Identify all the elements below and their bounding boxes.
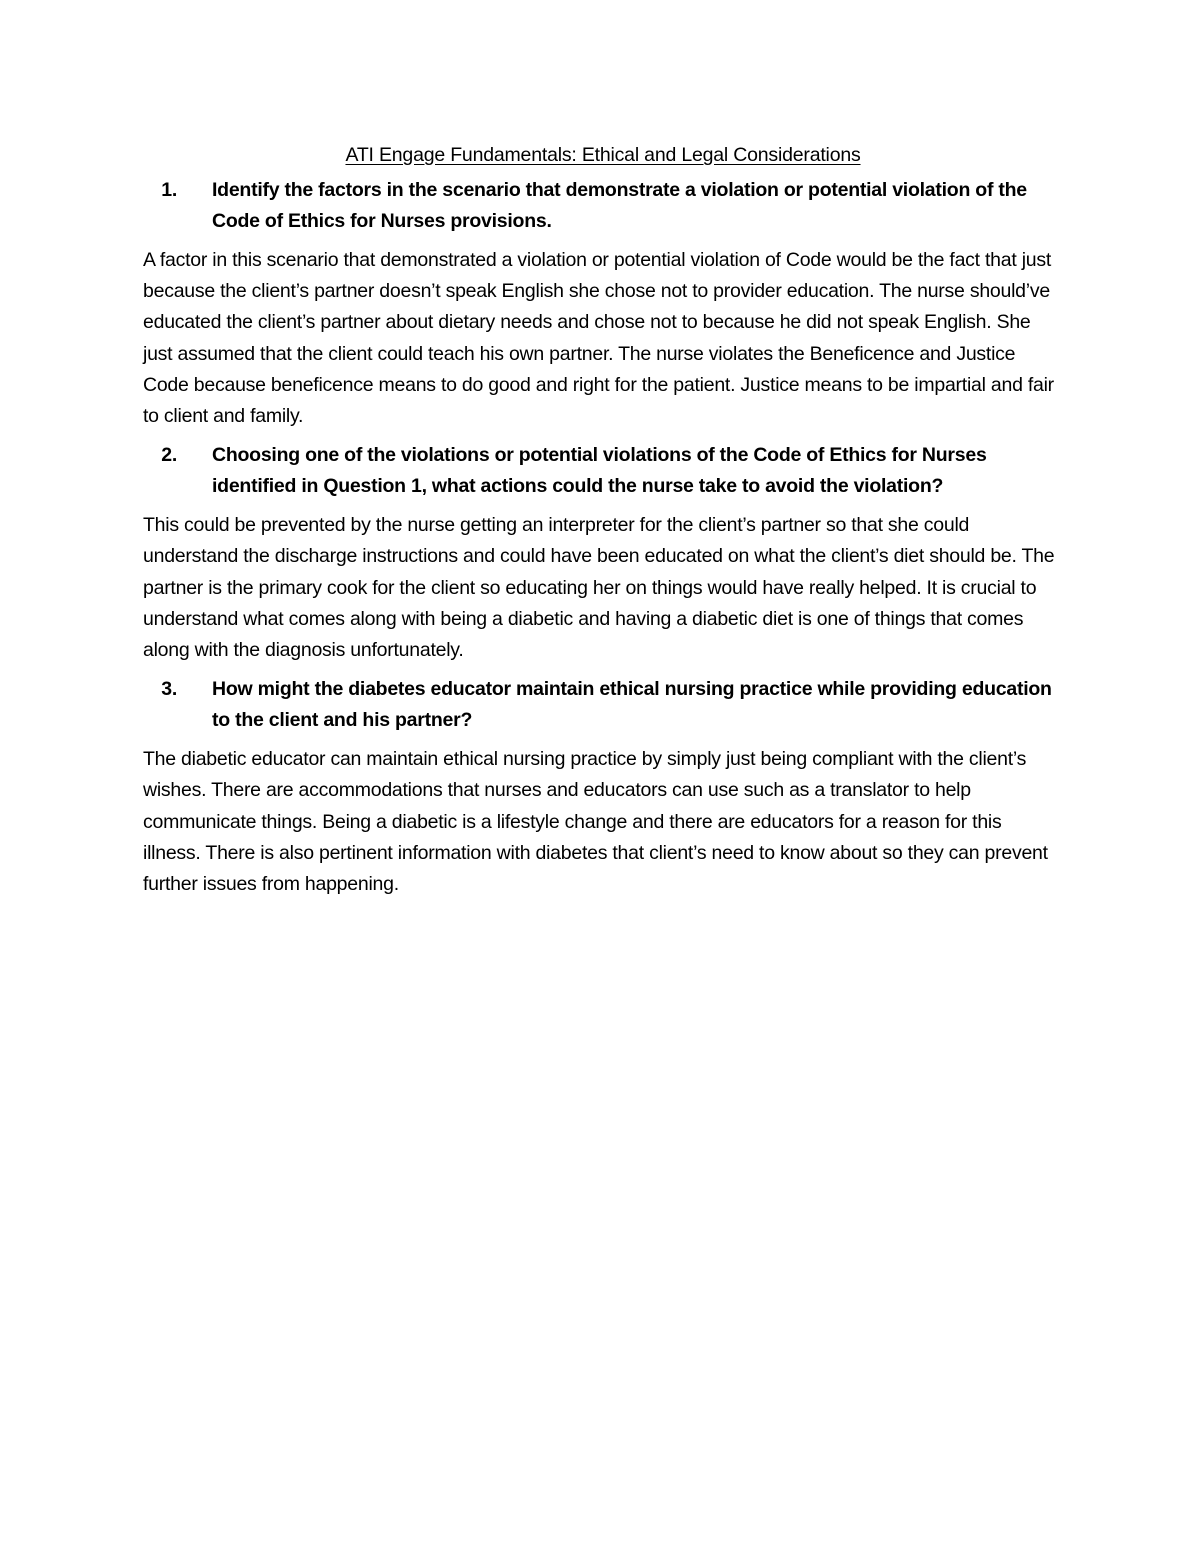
question-number: 1. bbox=[161, 179, 177, 201]
document-content bbox=[143, 140, 1063, 908]
question-number: 3. bbox=[161, 678, 177, 701]
answer-3: The diabetic educator can maintain ethical nursing practice by simply just being compliant with the client’s wishes. There are accommodations that nurses and educators can use such as a translator to help communicate things. Being a diabetic is a lifestyle change and there are educators for a reason for this illness. There is also pertinent information with diabetes that client’s need to know about so they can prevent further issues from happening. bbox=[143, 748, 1048, 896]
question-1 bbox=[143, 175, 1063, 237]
question-text: Choosing one of the violations or potential violations of the Code of Ethics for Nurses identified in Question 1, what actions could the nurse take to avoid the violation? bbox=[212, 444, 987, 498]
answer-1: A factor in this scenario that demonstrated a violation or potential violation of Code would be the fact that just because the client’s partner doesn’t speak English she chose not to provider education. The nurse should’ve educated the client’s partner about dietary needs and chose not to because he did not speak English. She just assumed that the client could teach his own partner. The nurse violates the Beneficence and Justice Code because beneficence means to do good and right for the patient. Justice means to be impartial and fair to client and family. bbox=[143, 249, 1054, 428]
question-text: Identify the factors in the scenario that demonstrate a violation or potential violation of the Code of Ethics for Nurses provisions. bbox=[212, 179, 1027, 232]
question-number: 2. bbox=[161, 444, 177, 467]
question-2 bbox=[143, 440, 1063, 502]
document-title: ATI Engage Fundamentals: Ethical and Legal Considerations bbox=[345, 144, 861, 166]
question-3 bbox=[143, 674, 1063, 736]
question-text: How might the diabetes educator maintain ethical nursing practice while providing education to the client and his partner? bbox=[212, 678, 1052, 732]
answer-2: This could be prevented by the nurse getting an interpreter for the client’s partner so that she could understand the discharge instructions and could have been educated on what the client’s diet should be. The partner is the primary cook for the client so educating her on things would have really helped. It is crucial to understand what comes along with being a diabetic and having a diabetic diet is one of things that comes along with the diagnosis unfortunately. bbox=[143, 514, 1055, 662]
